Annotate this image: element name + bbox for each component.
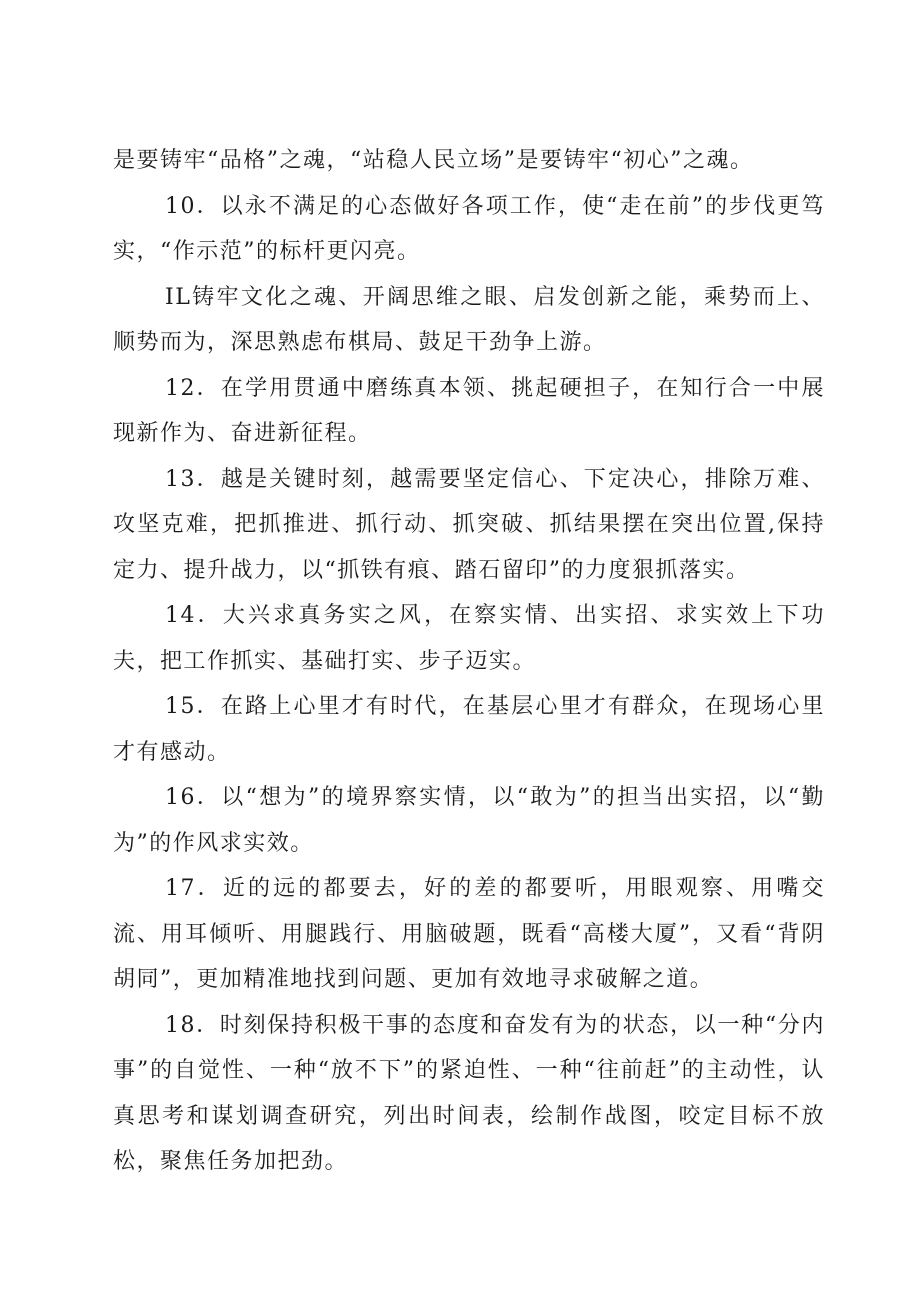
paragraph-item-13: 13．越是关键时刻，越需要坚定信心、下定决心，排除万难、攻坚克难，把抓推进、抓行动、抓突破、抓结果摆在突出位置,保持定力、提升战力，以“抓铁有痕、踏石留印”的力度狠抓落实。 [113,466,825,583]
paragraph-item-12: 12．在学用贯通中磨练真本领、挑起硬担子，在知行合一中展现新作为、奋进新征程。 [113,375,825,446]
paragraph-item-17: 17．近的远的都要去，好的差的都要听，用眼观察、用嘴交流、用耳倾听、用腿践行、用脑破题，既看“高楼大厦”，又看“背阴胡同”，更加精准地找到问题、更加有效地寻求破解之道。 [113,876,825,992]
paragraph-item-14: 14．大兴求真务实之风，在察实情、出实招、求实效上下功夫，把工作抓实、基础打实、步子迈实。 [113,603,825,674]
paragraph-continuation: 是要铸牢“品格”之魂，“站稳人民立场”是要铸牢“初心”之魂。 [113,148,754,173]
document-body [113,138,825,1185]
paragraph-item-11: IL铸牢文化之魂、开阔思维之眼、启发创新之能，乘势而上、顺势而为，深思熟虑布棋局、鼓足干劲争上游。 [113,284,825,355]
paragraph-item-10: 10．以永不满足的心态做好各项工作，使“走在前”的步伐更笃实，“作示范”的标杆更闪亮。 [113,193,825,264]
paragraph-item-18: 18．时刻保持积极干事的态度和奋发有为的状态，以一种“分内事”的自觉性、一种“放不下”的紧迫性、一种“往前赶”的主动性，认真思考和谋划调查研究，列出时间表，绘制作战图，咬定目标不放松，聚焦任务加把劲。 [113,1012,825,1174]
paragraph-item-15: 15．在路上心里才有时代，在基层心里才有群众，在现场心里才有感动。 [113,694,825,765]
paragraph-item-16: 16．以“想为”的境界察实情，以“敢为”的担当出实招，以“勤为”的作风求实效。 [113,785,825,856]
